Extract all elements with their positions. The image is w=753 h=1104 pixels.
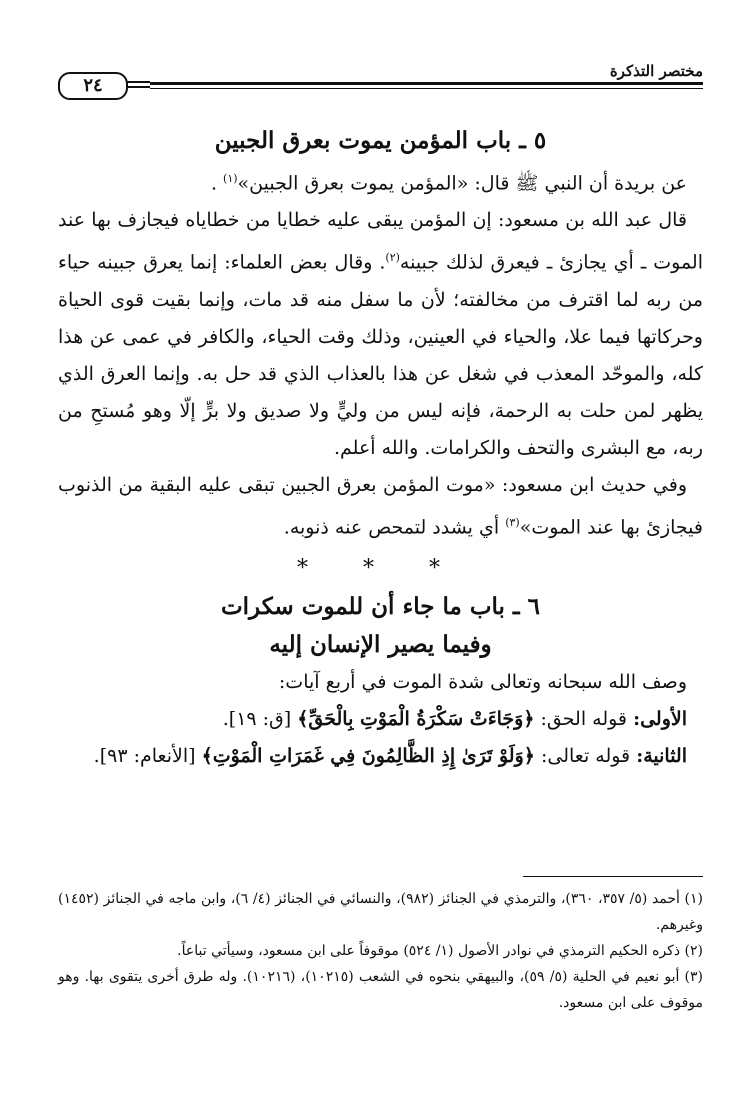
paragraph: وصف الله سبحانه وتعالى شدة الموت في أربع آيات: [278,670,687,693]
section-separator: * * * [297,555,464,581]
running-head: مختصر التذكرة [609,62,703,80]
page-number: ٢٤ [58,72,128,100]
footnote-rule [523,876,703,877]
footnote: (١) أحمد (٥/ ٣٥٧، ٣٦٠)، والترمذي في الجنائز (٩٨٢)، والنسائي في الجنائز (٤/ ٦)، وابن ماجه في الجنائز (١٤٥٢) وغيرهم. [58,891,704,933]
footnote-ref[interactable]: (١) [223,172,238,185]
section-6-heading: ٦ ـ باب ما جاء أن للموت سكرات [220,592,541,620]
footnote-ref[interactable]: (٣) [505,515,520,529]
section-5-heading: ٥ ـ باب المؤمن يموت بعرق الجبين [214,127,547,154]
verse-item: الثانية: قوله تعالى: ﴿وَلَوْ تَرَىٰ إِذِ الظَّالِمُونَ فِي غَمَرَاتِ الْمَوْتِ﴾ [الأنعام: ٩٣]. [93,744,687,767]
quran-verse: ﴿وَلَوْ تَرَىٰ إِذِ الظَّالِمُونَ فِي غَمَرَاتِ الْمَوْتِ﴾ [201,744,535,767]
page-header [58,40,703,102]
paragraph: قال عبد الله بن مسعود: إن المؤمن يبقى عليه خطايا من خطاياه فيجازف بها عند الموت ـ أي يجازئ ـ فيعرق لذلك جبينه$^{(٢)}$. وقال بعض العلماء: إنما يعرق جبينه حياء من ربه لما اقترف من مخالفته؛ لأن ما سفل منه قد مات، وإنما بقيت قوى الحياة وحركاتها فيما علا، والحياء في العينين، وذلك وقت الحياء، والكافر في عمى عن هذا كله، والموحّد المعذب في شغل عن هذا بالعذاب الذي قد حل به. وإنما العرق الذي يظهر لمن حلت به الرحمة، فإنه ليس من وليٍّ ولا صديق ولا برٍّ إلّا وهو مُستحِ من ربه، مع البشرى والتحف والكرامات. والله أعلم. [58,209,704,459]
footnote: (٢) ذكره الحكيم الترمذي في نوادر الأصول (١/ ٥٢٤) موقوفاً على ابن مسعود، وسيأتي تباعاً. [177,943,703,959]
footnotes [58,886,703,1016]
paragraph: وفي حديث ابن مسعود: «موت المؤمن بعرق الجبين تبقى عليه البقية من الذنوب فيجازئ بها عند الموت»$^{(٣)}$ أي يشدد لتمحص عنه ذنوبه. [58,473,703,538]
book-page [58,40,703,1080]
verse-item: الأولى: قوله الحق: ﴿وَجَاءَتْ سَكْرَةُ الْمَوْتِ بِالْحَقِّ﴾ [ق: ١٩]. [222,707,687,730]
item-label: الثانية: [636,744,687,767]
footnote-ref[interactable]: (٢) [385,251,400,265]
header-rule-thin [58,88,703,89]
header-rule [58,82,703,85]
paragraph: عن بريدة أن النبي ﷺ قال: «المؤمن يموت بعرق الجبين»$^{(١)}$ . [210,172,687,195]
footnote: (٣) أبو نعيم في الحلية (٥/ ٥٩)، والبيهقي بنحوه في الشعب (١٠٢١٥)، (١٠٢١٦). وله طرق أخرى يتقوى بها. وهو موقوف على ابن مسعود. [58,969,704,1011]
quran-verse: ﴿وَجَاءَتْ سَكْرَةُ الْمَوْتِ بِالْحَقِّ﴾ [297,707,535,730]
main-text [58,122,703,775]
section-6-subheading: وفيما يصير الإنسان إليه [269,630,492,658]
item-label: الأولى: [633,707,687,730]
